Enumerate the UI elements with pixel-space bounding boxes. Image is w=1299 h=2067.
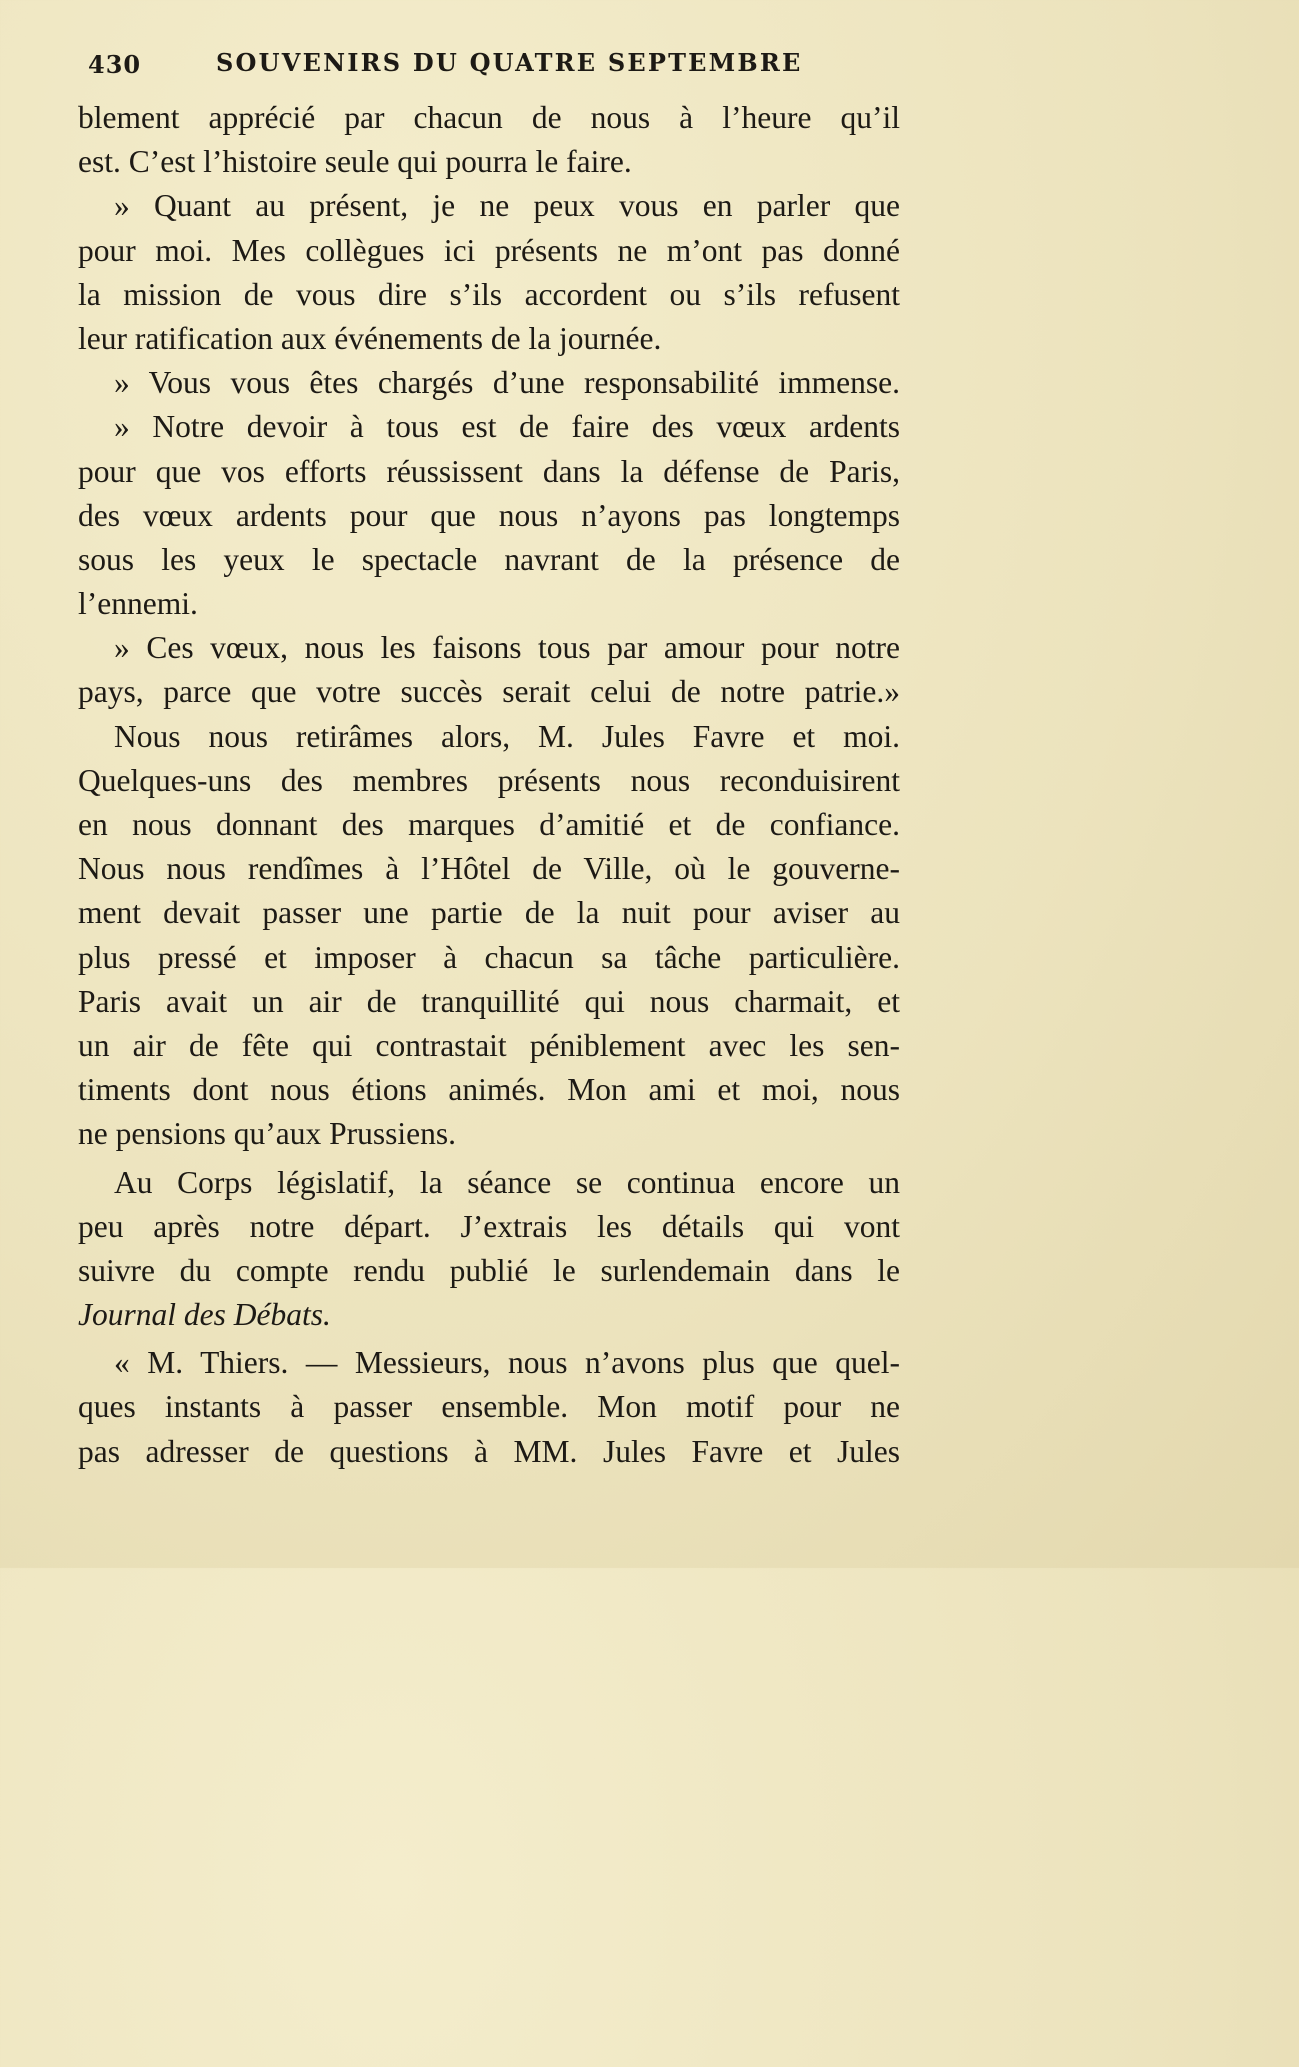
- text-line: pour que vos efforts réussissent dans la défense de Paris,: [78, 453, 900, 489]
- text-line: Paris avait un air de tranquillité qui nous charmait, et: [78, 983, 900, 1019]
- text-line: Nous nous retirâmes alors, M. Jules Favre et moi.: [114, 718, 900, 754]
- page-header: [88, 44, 878, 84]
- text-line: sous les yeux le spectacle navrant de la présence de: [78, 541, 900, 577]
- text-line: timents dont nous étions animés. Mon ami et moi, nous: [78, 1072, 900, 1108]
- text-line: peu après notre départ. J’extrais les détails qui vont: [78, 1208, 900, 1244]
- text-line: la mission de vous dire s’ils accordent ou s’ils refusent: [78, 276, 900, 312]
- text-line: ment devait passer une partie de la nuit pour aviser au: [78, 895, 900, 931]
- page-number: 430: [88, 50, 142, 79]
- text-line: » Notre devoir à tous est de faire des vœux ardents: [114, 409, 900, 445]
- text-line: blement apprécié par chacun de nous à l’heure qu’il: [78, 100, 900, 135]
- text-line: » Ces vœux, nous les faisons tous par amour pour notre: [114, 630, 900, 666]
- text-line: un air de fête qui contrastait péniblement avec les sen-: [78, 1027, 900, 1063]
- text-line: Au Corps législatif, la séance se continua encore un: [114, 1164, 900, 1200]
- text-line: l’ennemi.: [78, 586, 198, 622]
- text-line: est. C’est l’histoire seule qui pourra le faire.: [78, 144, 632, 180]
- running-title: SOUVENIRS DU QUATRE SEPTEMBRE: [216, 48, 803, 77]
- text-line: Quelques-uns des membres présents nous reconduisirent: [78, 762, 900, 798]
- text-line: « M. Thiers. — Messieurs, nous n’avons plus que quel-: [114, 1345, 900, 1381]
- text-line: pour moi. Mes collègues ici présents ne m’ont pas donné: [78, 232, 900, 268]
- body-text: [78, 96, 900, 1474]
- text-line: » Quant au présent, je ne peux vous en parler que: [114, 188, 900, 224]
- text-line: ne pensions qu’aux Prussiens.: [78, 1116, 456, 1152]
- text-line: pays, parce que votre succès serait celui de notre patrie.»: [78, 674, 900, 710]
- text-line: leur ratification aux événements de la journée.: [78, 320, 662, 356]
- text-line: Nous nous rendîmes à l’Hôtel de Ville, où le gouverne-: [78, 851, 900, 887]
- text-line: plus pressé et imposer à chacun sa tâche particulière.: [78, 939, 900, 975]
- text-line: Journal des Débats.: [78, 1297, 331, 1333]
- text-line: pas adresser de questions à MM. Jules Favre et Jules: [78, 1433, 900, 1469]
- text-line: suivre du compte rendu publié le surlendemain dans le: [78, 1252, 900, 1288]
- text-line: » Vous vous êtes chargés d’une responsabilité immense.: [114, 365, 900, 401]
- text-line: ques instants à passer ensemble. Mon motif pour ne: [78, 1389, 900, 1425]
- text-line: en nous donnant des marques d’amitié et de confiance.: [78, 807, 900, 842]
- text-line: des vœux ardents pour que nous n’ayons pas longtemps: [78, 497, 900, 533]
